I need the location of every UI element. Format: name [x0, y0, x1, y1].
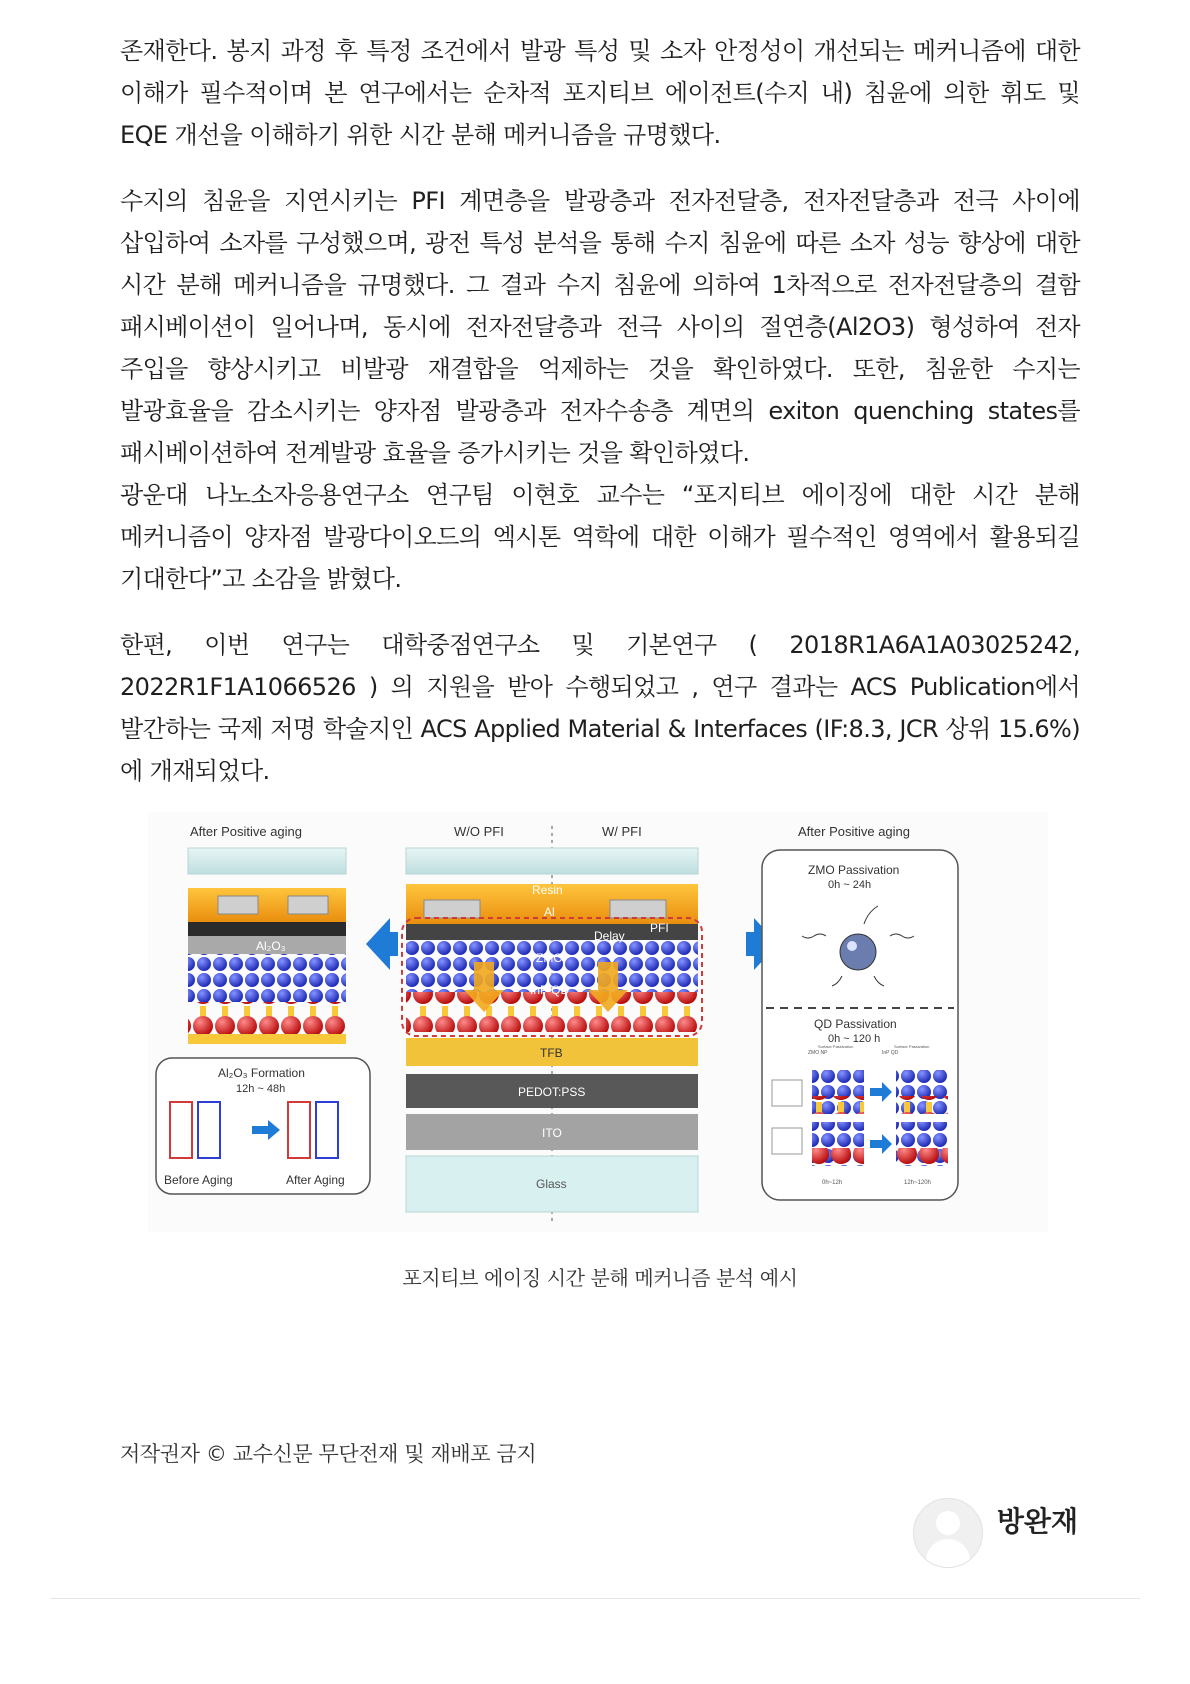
layer-label-pedot: PEDOT:PSS [518, 1085, 586, 1099]
left-arrow-shape [366, 918, 398, 970]
small-label-surface-2: Surface Passivation [894, 1044, 930, 1049]
left-tfb-layer [188, 1034, 346, 1044]
paragraph-4: 한편, 이번 연구는 대학중점연구소 및 기본연구 ( 2018R1A6A1A03025242, 2022R1F1A1066526 ) 의 지원을 받아 수행되었고 , 연구 결과는 ACS Publication에서 발간하는 국제 저명 학술지인 ACS Applied Material & Interfaces (IF:8.3, JCR 상위 15.6%)에 개재되었다. [120, 631, 1080, 785]
center-right-title: W/ PFI [602, 824, 642, 839]
layer-label-glass: Glass [536, 1177, 567, 1191]
layer-label-resin: Resin [532, 883, 563, 897]
pfi-label: PFI [650, 921, 669, 935]
left-zmo-layer [188, 954, 346, 1002]
small-label-time-1: 0h~12h [822, 1180, 843, 1186]
zmo-nanoparticle-icon [840, 934, 876, 970]
left-qd-layer [188, 1002, 346, 1036]
avatar-head [936, 1511, 960, 1535]
mini-stack-icon-2 [772, 1128, 802, 1154]
right-panel-title: After Positive aging [798, 824, 911, 839]
qd-passivation-time: 0h ~ 120 h [828, 1033, 881, 1045]
figure-caption: 포지티브 에이징 시간 분해 메커니즘 분석 예시 [402, 1266, 798, 1290]
left-al2o3-label: Al₂O₃ [256, 939, 286, 953]
layer-label-ito: ITO [542, 1126, 562, 1140]
left-al-block-1 [218, 896, 258, 914]
avatar-shoulders [926, 1539, 970, 1568]
zmo-nanoparticle-highlight [847, 941, 857, 951]
qd-red-block-1 [812, 1096, 864, 1114]
avatar [913, 1498, 983, 1568]
small-label-time-2: 12h~120h [904, 1180, 931, 1186]
left-dark-layer [188, 922, 346, 936]
layer-label-inp-qd: InP QD [530, 983, 570, 997]
qd-red-block-2 [896, 1096, 948, 1114]
qd-passivation-title: QD Passivation [814, 1017, 897, 1031]
layer-label-al: Al [544, 905, 555, 919]
article-figure [148, 812, 1048, 1232]
small-label-zmo-np: ZMO NP [808, 1050, 828, 1056]
small-label-inp-qd: InP QD [882, 1050, 899, 1056]
center-al-block-2 [610, 900, 666, 918]
center-qd-layer [406, 992, 698, 1032]
center-resin-layer [406, 848, 698, 874]
author-byline[interactable] [913, 1498, 1078, 1568]
paragraph-3: 광운대 나노소자응용연구소 연구팀 이현호 교수는 “포지티브 에이징에 대한 시간 분해 메커니즘이 양자점 발광다이오드의 엑시톤 역학에 대한 이해가 필수적인 영역에서 활용되길 기대한다”고 소감을 밝혔다. [120, 481, 1080, 593]
layer-label-zmo: ZMO [536, 951, 563, 965]
copyright-notice: 저작권자 © 교수신문 무단전재 및 재배포 금지 [120, 1442, 537, 1466]
formation-title: Al₂O₃ Formation [218, 1066, 305, 1080]
left-resin-layer [188, 848, 346, 874]
center-left-title: W/O PFI [454, 824, 504, 839]
before-aging-label: Before Aging [164, 1173, 233, 1187]
after-aging-label: After Aging [286, 1173, 345, 1187]
zmo-passivation-title: ZMO Passivation [808, 863, 900, 877]
qd-red-block-4 [896, 1148, 948, 1166]
layer-label-tfb: TFB [540, 1046, 563, 1060]
footer-divider [50, 1598, 1140, 1599]
paragraph-2: 수지의 침윤을 지연시키는 PFI 계면층을 발광층과 전자전달층, 전자전달층과 전극 사이에 삽입하여 소자를 구성했으며, 광전 특성 분석을 통해 수지 침윤에 따른 소자 성능 향상에 대한 시간 분해 메커니즘을 규명했다. 그 결과 수지 침윤에 의하여 1차적으로 전자전달층의 결함 패시베이션이 일어나며, 동시에 전자전달층과 전극 사이의 절연층(Al2O3) 형성하여 전자 주입을 향상시키고 비발광 재결합을 억제하는 것을 확인하였다. 또한, 침윤한 수지는 발광효율을 감소시키는 양자점 발광층과 전자수송층 계면의 exiton quenching states를 패시베이션하여 전계발광 효율을 증가시키는 것을 확인하였다. [120, 187, 1080, 467]
center-al-block-1 [424, 900, 480, 918]
left-al-block-2 [288, 896, 328, 914]
delay-label: Delay [594, 929, 625, 943]
left-stack-title: After Positive aging [190, 824, 303, 839]
article-body [120, 30, 1080, 816]
zmo-passivation-time: 0h ~ 24h [828, 879, 872, 891]
qd-red-block-3 [812, 1148, 864, 1166]
paragraph-1: 존재한다. 봉지 과정 후 특정 조건에서 발광 특성 및 소자 안정성이 개선되는 메커니즘에 대한 이해가 필수적이며 본 연구에서는 순차적 포지티브 에이전트(수지 내) 침윤에 의한 휘도 및 EQE 개선을 이해하기 위한 시간 분해 메커니즘을 규명했다. [120, 37, 1080, 149]
mini-stack-icon-1 [772, 1080, 802, 1106]
author-name[interactable]: 방완재 [996, 1505, 1078, 1538]
small-label-surface-1: Surface Passivation [818, 1044, 854, 1049]
device-mechanism-diagram [148, 812, 1048, 1232]
formation-time: 12h ~ 48h [236, 1083, 286, 1095]
